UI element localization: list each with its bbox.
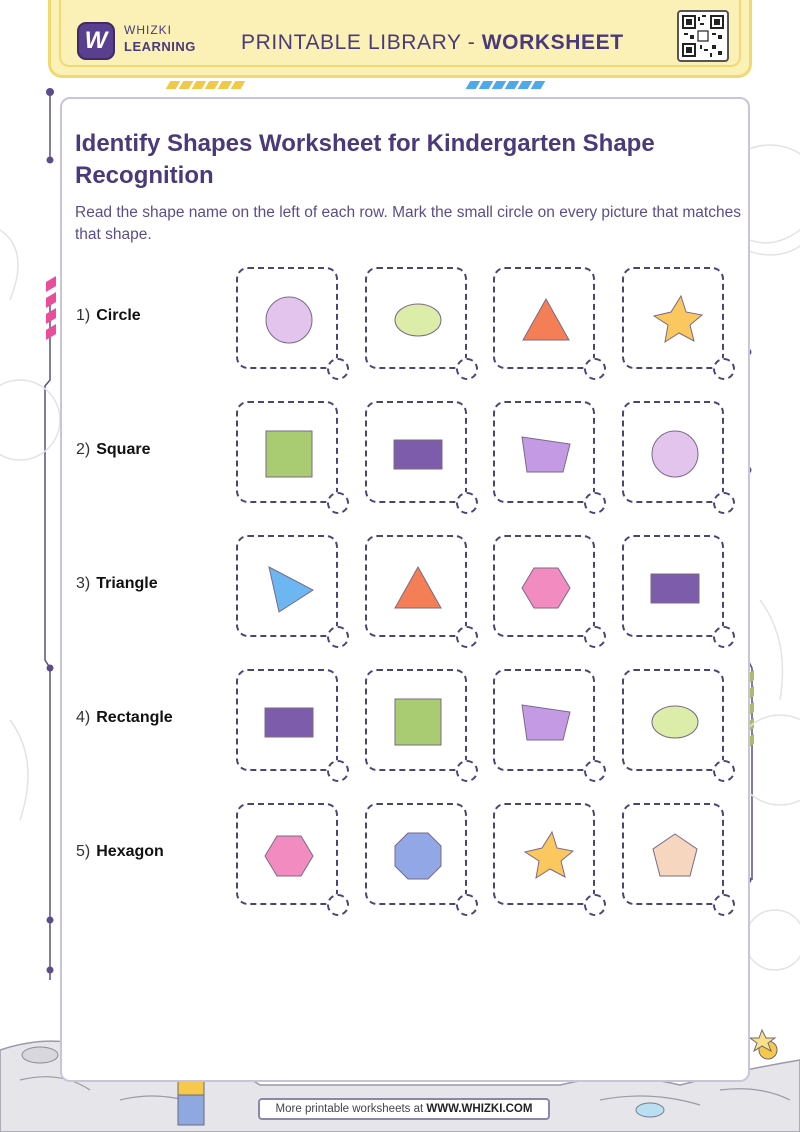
answer-mark-circle[interactable] bbox=[327, 492, 349, 514]
qr-code-icon bbox=[677, 10, 729, 62]
row-label bbox=[76, 843, 164, 861]
header-title-bold: WORKSHEET bbox=[481, 31, 624, 54]
row-number: 1) bbox=[76, 307, 91, 324]
answer-mark-circle[interactable] bbox=[327, 760, 349, 782]
hexagon-shape-icon bbox=[516, 558, 576, 618]
ellipse-shape-icon bbox=[388, 290, 448, 350]
answer-mark-circle[interactable] bbox=[327, 626, 349, 648]
worksheet-title: Identify Shapes Worksheet for Kindergarten Shape Recognition bbox=[75, 130, 655, 189]
whizki-logo-icon: W bbox=[77, 22, 115, 60]
circle-shape-icon bbox=[259, 290, 319, 350]
answer-mark-circle[interactable] bbox=[713, 358, 735, 380]
logo-wordmark bbox=[124, 24, 196, 53]
star-shape-icon bbox=[516, 826, 576, 886]
row-shape-name: Circle bbox=[96, 307, 141, 324]
qr-pattern bbox=[682, 15, 724, 57]
shape-tile bbox=[236, 267, 338, 369]
answer-mark-circle[interactable] bbox=[456, 492, 478, 514]
row-number: 4) bbox=[76, 709, 91, 726]
answer-mark-circle[interactable] bbox=[584, 358, 606, 380]
answer-mark-circle[interactable] bbox=[584, 760, 606, 782]
footer-site: WWW.WHIZKI.COM bbox=[426, 1103, 533, 1115]
square-shape-icon bbox=[259, 424, 319, 484]
triangle-shape-icon bbox=[388, 558, 448, 618]
shape-tile bbox=[622, 803, 724, 905]
row-label bbox=[76, 709, 173, 727]
answer-mark-circle[interactable] bbox=[713, 626, 735, 648]
answer-mark-circle[interactable] bbox=[456, 760, 478, 782]
row-shape-name: Triangle bbox=[96, 575, 158, 592]
shape-tile bbox=[365, 669, 467, 771]
shape-tile bbox=[622, 535, 724, 637]
row-number: 5) bbox=[76, 843, 91, 860]
footer-link[interactable] bbox=[258, 1098, 550, 1120]
answer-mark-circle[interactable] bbox=[584, 894, 606, 916]
rectangle-shape-icon bbox=[645, 558, 705, 618]
answer-mark-circle[interactable] bbox=[584, 626, 606, 648]
row-number: 3) bbox=[76, 575, 91, 592]
row-label bbox=[76, 441, 150, 459]
answer-mark-circle[interactable] bbox=[713, 894, 735, 916]
shape-tile bbox=[236, 803, 338, 905]
row-label bbox=[76, 575, 158, 593]
circle-shape-icon bbox=[645, 424, 705, 484]
shape-tile bbox=[365, 401, 467, 503]
octagon-shape-icon bbox=[388, 826, 448, 886]
shape-tile bbox=[622, 267, 724, 369]
row-shape-name: Square bbox=[96, 441, 151, 458]
rectangle-shape-icon bbox=[259, 692, 319, 752]
footer-prefix: More printable worksheets at bbox=[275, 1103, 427, 1115]
shape-tile bbox=[236, 401, 338, 503]
answer-mark-circle[interactable] bbox=[713, 492, 735, 514]
logo-text-bottom: LEARNING bbox=[124, 39, 196, 54]
star-shape-icon bbox=[645, 290, 705, 350]
shape-tile bbox=[236, 535, 338, 637]
pentagon-shape-icon bbox=[645, 826, 705, 886]
header-title-prefix: PRINTABLE LIBRARY - bbox=[241, 31, 482, 54]
answer-mark-circle[interactable] bbox=[713, 760, 735, 782]
triangle-right-shape-icon bbox=[259, 558, 319, 618]
square-shape-icon bbox=[388, 692, 448, 752]
row-shape-name: Hexagon bbox=[96, 843, 164, 860]
shape-tile bbox=[493, 803, 595, 905]
header-title bbox=[241, 31, 624, 55]
yellow-stripe-decoration bbox=[168, 81, 243, 91]
shape-tile bbox=[493, 669, 595, 771]
shape-tile bbox=[493, 535, 595, 637]
shape-tile bbox=[622, 401, 724, 503]
shape-tile bbox=[493, 401, 595, 503]
trapezoid-shape-icon bbox=[516, 424, 576, 484]
shape-tile bbox=[365, 267, 467, 369]
worksheet-instructions: Read the shape name on the left of each row. Mark the small circle on every picture that matches that shape. bbox=[75, 204, 741, 243]
ellipse-shape-icon bbox=[645, 692, 705, 752]
trapezoid-shape-icon bbox=[516, 692, 576, 752]
answer-mark-circle[interactable] bbox=[584, 492, 606, 514]
row-shape-name: Rectangle bbox=[96, 709, 173, 726]
rectangle-shape-icon bbox=[388, 424, 448, 484]
answer-mark-circle[interactable] bbox=[327, 358, 349, 380]
shape-tile bbox=[365, 803, 467, 905]
shape-tile bbox=[236, 669, 338, 771]
answer-mark-circle[interactable] bbox=[327, 894, 349, 916]
answer-mark-circle[interactable] bbox=[456, 626, 478, 648]
blue-stripe-decoration bbox=[468, 81, 543, 91]
row-number: 2) bbox=[76, 441, 91, 458]
shape-tile bbox=[493, 267, 595, 369]
logo-text-top: WHIZKI bbox=[124, 23, 172, 37]
hexagon-shape-icon bbox=[259, 826, 319, 886]
header-banner bbox=[48, 0, 752, 78]
shape-tile bbox=[622, 669, 724, 771]
shape-tile bbox=[365, 535, 467, 637]
row-label bbox=[76, 307, 141, 325]
answer-mark-circle[interactable] bbox=[456, 894, 478, 916]
triangle-shape-icon bbox=[516, 290, 576, 350]
answer-mark-circle[interactable] bbox=[456, 358, 478, 380]
